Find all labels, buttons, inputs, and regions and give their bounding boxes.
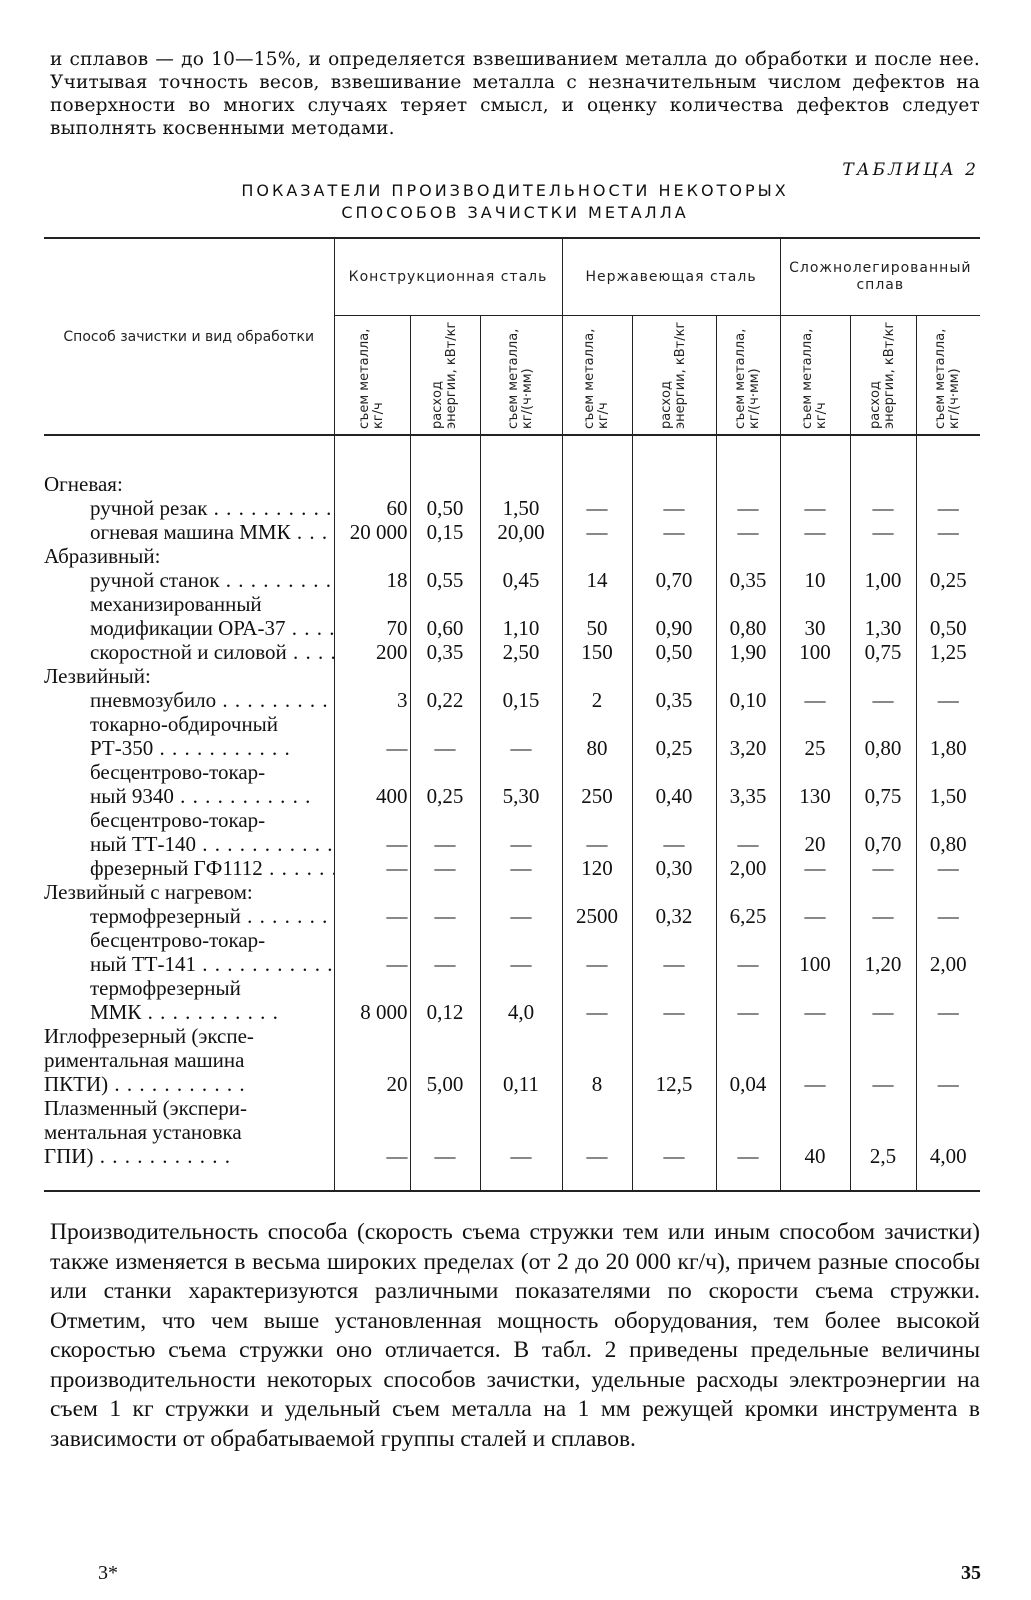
table-cell — [632, 544, 716, 568]
table-cell: — — [916, 976, 980, 1024]
table-cell: — — [410, 808, 480, 856]
table-cell: 0,50 — [410, 496, 480, 520]
table-cell — [480, 544, 562, 568]
table-cell: 0,35 — [410, 640, 480, 664]
table-cell: — — [716, 1096, 780, 1191]
table-cell: 1,00 — [850, 568, 916, 592]
table-cell: 100 — [780, 928, 850, 976]
table-cell: 2,5 — [850, 1096, 916, 1191]
table-cell: — — [850, 856, 916, 880]
table-cell — [780, 880, 850, 904]
method-label-line: ментальная установка — [44, 1120, 242, 1144]
table-cell: 0,12 — [410, 976, 480, 1024]
method-label — [44, 712, 334, 760]
category-label: Абразивный: — [44, 544, 161, 568]
method-label-line: ГПИ) . . . — [44, 1144, 334, 1168]
method-label-line: пневмозубило . . . — [90, 688, 334, 712]
category-row — [44, 664, 980, 688]
table-cell: — — [780, 688, 850, 712]
table-cell: 12,5 — [632, 1024, 716, 1096]
table-row — [44, 568, 980, 592]
table-cell: 3,35 — [716, 760, 780, 808]
table-cell — [716, 472, 780, 496]
table-cell: 0,50 — [916, 592, 980, 640]
table-cell: 2500 — [562, 904, 632, 928]
table-cell — [780, 472, 850, 496]
table-cell: 0,55 — [410, 568, 480, 592]
subheader-text: съем металла, кг/(ч·мм) — [733, 328, 763, 429]
method-label — [44, 760, 334, 808]
table-cell: 2,50 — [480, 640, 562, 664]
method-label — [44, 856, 334, 880]
method-label-line: ный 9340 . . . — [90, 784, 334, 808]
table-cell: — — [916, 1024, 980, 1096]
table-cell: — — [716, 808, 780, 856]
group-header-stainless-steel: Нержавеющая сталь — [562, 238, 780, 316]
table-cell: 0,80 — [916, 808, 980, 856]
group-header-complex-alloy: Сложнолегированный сплав — [780, 238, 980, 316]
subheader-6 — [780, 316, 850, 436]
table-cell: 1,50 — [916, 760, 980, 808]
table-cell: — — [850, 496, 916, 520]
method-label-line: Плазменный (экспери- — [44, 1096, 247, 1120]
table-cell: — — [480, 1096, 562, 1191]
method-label-line: термофрезерный . . . — [90, 904, 334, 928]
table-cell: 70 — [334, 592, 410, 640]
method-label — [44, 688, 334, 712]
table-cell — [562, 664, 632, 688]
table-cell — [410, 472, 480, 496]
table-cell — [410, 664, 480, 688]
table-row — [44, 1024, 980, 1096]
table-cell: 20,00 — [480, 520, 562, 544]
method-label-line: термофрезерный — [90, 976, 241, 1000]
table-cell: — — [780, 856, 850, 880]
table-cell: 1,30 — [850, 592, 916, 640]
method-label-line: бесцентрово-токар- — [90, 808, 266, 832]
table-cell: — — [716, 520, 780, 544]
table-cell: 130 — [780, 760, 850, 808]
table-cell: 50 — [562, 592, 632, 640]
method-label-line: ручной резак . . . — [90, 496, 334, 520]
table-cell: 1,10 — [480, 592, 562, 640]
subheader-3 — [562, 316, 632, 436]
table-cell: — — [916, 496, 980, 520]
table-row — [44, 520, 980, 544]
table-row — [44, 1096, 980, 1191]
table-cell — [632, 880, 716, 904]
table-cell: 0,15 — [410, 520, 480, 544]
table-cell: 0,22 — [410, 688, 480, 712]
table-cell — [850, 880, 916, 904]
table-cell: — — [850, 1024, 916, 1096]
table-cell: 18 — [334, 568, 410, 592]
table-cell — [334, 472, 410, 496]
table-row — [44, 904, 980, 928]
table-cell — [334, 880, 410, 904]
table-cell: 250 — [562, 760, 632, 808]
table-cell: 0,45 — [480, 568, 562, 592]
table-cell: — — [780, 1024, 850, 1096]
method-label-line: ПКТИ) . . . — [44, 1072, 334, 1096]
table-cell: 40 — [780, 1096, 850, 1191]
table-cell: — — [716, 928, 780, 976]
table-cell: 1,80 — [916, 712, 980, 760]
method-label-line: огневая машина ММК . . . — [90, 520, 334, 544]
table-cell: — — [410, 1096, 480, 1191]
table-cell: 0,90 — [632, 592, 716, 640]
table-cell: 6,25 — [716, 904, 780, 928]
method-label-line: бесцентрово-токар- — [90, 760, 266, 784]
table-cell: 0,70 — [632, 568, 716, 592]
table-cell: — — [850, 976, 916, 1024]
table-cell: — — [632, 928, 716, 976]
table-cell: — — [410, 928, 480, 976]
table-cell: — — [632, 808, 716, 856]
table-cell: 0,80 — [850, 712, 916, 760]
table-cell: 14 — [562, 568, 632, 592]
table-cell: — — [780, 904, 850, 928]
table-cell: — — [916, 904, 980, 928]
table-cell: 2,00 — [916, 928, 980, 976]
table-cell: — — [334, 712, 410, 760]
table-cell: 0,75 — [850, 640, 916, 664]
table-cell: — — [562, 1096, 632, 1191]
table-cell: — — [632, 976, 716, 1024]
table-row — [44, 760, 980, 808]
table-cell: 0,32 — [632, 904, 716, 928]
table-cell: 2 — [562, 688, 632, 712]
table-cell — [916, 544, 980, 568]
table-cell — [562, 544, 632, 568]
table-cell — [632, 472, 716, 496]
table-cell: 4,00 — [916, 1096, 980, 1191]
table-cell: 0,40 — [632, 760, 716, 808]
table-cell: — — [780, 496, 850, 520]
method-label — [44, 808, 334, 856]
table-cell: 0,50 — [632, 640, 716, 664]
table-cell — [716, 544, 780, 568]
category-row — [44, 544, 980, 568]
table-cell: 20 000 — [334, 520, 410, 544]
method-label-line: механизированный — [90, 592, 262, 616]
table-cell: — — [334, 856, 410, 880]
table-cell: 1,25 — [916, 640, 980, 664]
category-label: Лезвийный с нагревом: — [44, 880, 253, 904]
table-row — [44, 688, 980, 712]
method-label — [44, 640, 334, 664]
subheader-text: расход энергии, кВт/кг — [430, 321, 459, 429]
table-cell: 20 — [780, 808, 850, 856]
table-cell — [480, 664, 562, 688]
table-cell: — — [410, 856, 480, 880]
table-row — [44, 496, 980, 520]
table-cell: — — [780, 976, 850, 1024]
table-cell — [780, 664, 850, 688]
table-cell: — — [916, 856, 980, 880]
table-cell — [480, 880, 562, 904]
table-cell — [850, 472, 916, 496]
subheader-0 — [334, 316, 410, 436]
table-cell: 0,80 — [716, 592, 780, 640]
method-label — [44, 1024, 334, 1096]
table-cell: 400 — [334, 760, 410, 808]
subheader-7 — [850, 316, 916, 436]
group-header-structural-steel: Конструкционная сталь — [334, 238, 562, 316]
table-cell: — — [334, 904, 410, 928]
subheader-text: съем металла, кг/ч — [800, 328, 830, 429]
subheader-text: съем металла, кг/(ч·мм) — [506, 328, 536, 429]
body-paragraph — [50, 1218, 980, 1454]
subheader-4 — [632, 316, 716, 436]
table-cell: 30 — [780, 592, 850, 640]
table-cell: — — [562, 520, 632, 544]
table-cell: — — [480, 856, 562, 880]
method-label-line: риментальная машина — [44, 1048, 245, 1072]
subheader-text: расход энергии, кВт/кг — [868, 321, 898, 429]
table-cell: 0,35 — [716, 568, 780, 592]
table-cell — [410, 880, 480, 904]
table-cell: 5,00 — [410, 1024, 480, 1096]
table-label: ТАБЛИЦА 2 — [842, 160, 979, 180]
subheader-text: съем металла, кг/(ч·мм) — [933, 328, 963, 429]
table-cell: — — [916, 520, 980, 544]
table-row — [44, 976, 980, 1024]
table-cell: 100 — [780, 640, 850, 664]
table-cell: — — [716, 976, 780, 1024]
method-label — [44, 592, 334, 640]
table-cell: 0,10 — [716, 688, 780, 712]
table-cell: — — [334, 1096, 410, 1191]
table-cell: — — [850, 904, 916, 928]
table-cell: — — [632, 496, 716, 520]
table-title — [50, 180, 980, 224]
table-cell — [716, 664, 780, 688]
category-row — [44, 880, 980, 904]
table-cell: — — [334, 928, 410, 976]
subheader-2 — [480, 316, 562, 436]
table-cell: 2,00 — [716, 856, 780, 880]
page-number: 35 — [961, 1562, 981, 1584]
method-label-line: бесцентрово-токар- — [90, 928, 266, 952]
method-label — [44, 976, 334, 1024]
method-label-line: Иглофрезерный (экспе- — [44, 1024, 254, 1048]
method-label — [44, 496, 334, 520]
table-cell: 0,11 — [480, 1024, 562, 1096]
method-label — [44, 568, 334, 592]
table-cell: — — [632, 1096, 716, 1191]
table-cell: 20 — [334, 1024, 410, 1096]
method-column-header: Способ зачистки и вид обработки — [44, 238, 334, 435]
table-cell — [480, 472, 562, 496]
data-table — [44, 237, 980, 1192]
table-cell: 8 000 — [334, 976, 410, 1024]
subheader-5 — [716, 316, 780, 436]
table-cell: 0,04 — [716, 1024, 780, 1096]
table-cell — [334, 544, 410, 568]
table-cell: 120 — [562, 856, 632, 880]
method-label-line: РТ-350 . . . — [90, 736, 334, 760]
table-row — [44, 592, 980, 640]
table-row — [44, 808, 980, 856]
table-cell: 25 — [780, 712, 850, 760]
table-cell: 3 — [334, 688, 410, 712]
table-cell: 0,25 — [410, 760, 480, 808]
method-label-line: модификации ОРА-37 . . . — [90, 616, 334, 640]
intro-paragraph — [50, 48, 980, 140]
table-cell: — — [716, 496, 780, 520]
table-cell: — — [562, 808, 632, 856]
table-cell: 3,20 — [716, 712, 780, 760]
table-cell: 0,25 — [916, 568, 980, 592]
table-cell: 60 — [334, 496, 410, 520]
table-cell: — — [480, 808, 562, 856]
method-label-line: токарно-обдирочный — [90, 712, 279, 736]
method-label-line: ММК . . . — [90, 1000, 334, 1024]
category-label: Огневая: — [44, 472, 123, 496]
table-cell — [850, 544, 916, 568]
table-cell — [334, 664, 410, 688]
method-label-line: фрезерный ГФ1112 . . . — [90, 856, 334, 880]
subheader-text: съем металла, кг/ч — [582, 328, 612, 429]
table-cell: 10 — [780, 568, 850, 592]
table-title-line2: СПОСОБОВ ЗАЧИСТКИ МЕТАЛЛА — [341, 203, 689, 222]
table-cell: 0,30 — [632, 856, 716, 880]
table-cell — [562, 472, 632, 496]
table-cell: 5,30 — [480, 760, 562, 808]
table-cell: — — [480, 712, 562, 760]
table-cell: 200 — [334, 640, 410, 664]
table-cell: 0,70 — [850, 808, 916, 856]
signature-mark: 3* — [98, 1562, 118, 1584]
table-cell: 0,25 — [632, 712, 716, 760]
table-cell — [632, 664, 716, 688]
table-cell: 4,0 — [480, 976, 562, 1024]
table-cell — [916, 472, 980, 496]
table-cell: — — [562, 928, 632, 976]
table-cell: 0,15 — [480, 688, 562, 712]
table-cell: — — [850, 688, 916, 712]
method-label — [44, 904, 334, 928]
table-cell: 1,20 — [850, 928, 916, 976]
table-cell: — — [916, 688, 980, 712]
method-label-line: ный ТТ-140 . . . — [90, 832, 334, 856]
table-row — [44, 856, 980, 880]
subheader-8 — [916, 316, 980, 436]
category-label: Лезвийный: — [44, 664, 151, 688]
method-label — [44, 928, 334, 976]
body-text: Производительность способа (скорость съема стружки тем или иным способом зачистки) также изменяется в весьма широких пределах (от 2 до 20 000 кг/ч), причем разные способы или станки характеризуются различными показателями по скорости съема стружки. Отметим, что чем выше установленная мощность оборудования, тем более высокой скоростью съема стружки оно отличается. В табл. 2 приведены предельные величины производительности некоторых способов зачистки, удельные расходы электроэнергии на съем 1 кг стружки и удельный съем металла на 1 мм режущей кромки инструмента в зависимости от обрабатываемой группы сталей и сплавов. — [50, 1219, 980, 1452]
table-cell — [916, 880, 980, 904]
category-row — [44, 472, 980, 496]
table-cell: 1,50 — [480, 496, 562, 520]
table-cell — [850, 664, 916, 688]
table-cell — [916, 664, 980, 688]
table-cell: 8 — [562, 1024, 632, 1096]
table-cell: — — [480, 904, 562, 928]
table-cell: — — [410, 712, 480, 760]
table-cell: 80 — [562, 712, 632, 760]
table-cell: — — [780, 520, 850, 544]
method-label — [44, 520, 334, 544]
table-cell — [780, 544, 850, 568]
intro-text: и сплавов — до 10—15%, и определяется взвешиванием металла до обработки и после нее. Учитывая точность весов, взвешивание металла с незначительным числом дефектов на поверхности во многих случаях теряет смысл, и оценку количества дефектов следует выполнять косвенными методами. — [50, 49, 980, 139]
table-cell: — — [480, 928, 562, 976]
table-cell: — — [562, 976, 632, 1024]
table-cell: 0,35 — [632, 688, 716, 712]
table-cell: — — [632, 520, 716, 544]
table-cell — [410, 544, 480, 568]
table-row — [44, 928, 980, 976]
table-cell: 0,75 — [850, 760, 916, 808]
table-cell — [562, 880, 632, 904]
table-cell: 150 — [562, 640, 632, 664]
table-title-line1: ПОКАЗАТЕЛИ ПРОИЗВОДИТЕЛЬНОСТИ НЕКОТОРЫХ — [241, 181, 789, 200]
subheader-1 — [410, 316, 480, 436]
table-cell: — — [562, 496, 632, 520]
table-row — [44, 712, 980, 760]
table-cell: — — [850, 520, 916, 544]
method-label-line: скоростной и силовой . . . — [90, 640, 334, 664]
subheader-text: расход энергии, кВт/кг — [659, 321, 689, 429]
table-cell — [716, 880, 780, 904]
method-label-line: ручной станок . . . — [90, 568, 334, 592]
table-row — [44, 640, 980, 664]
table-cell: 0,60 — [410, 592, 480, 640]
method-label — [44, 1096, 334, 1168]
method-label-line: ный ТТ-141 . . . — [90, 952, 334, 976]
table-cell: — — [410, 904, 480, 928]
table-cell: 1,90 — [716, 640, 780, 664]
table-cell: — — [334, 808, 410, 856]
subheader-text: съем металла, кг/ч — [357, 328, 386, 429]
